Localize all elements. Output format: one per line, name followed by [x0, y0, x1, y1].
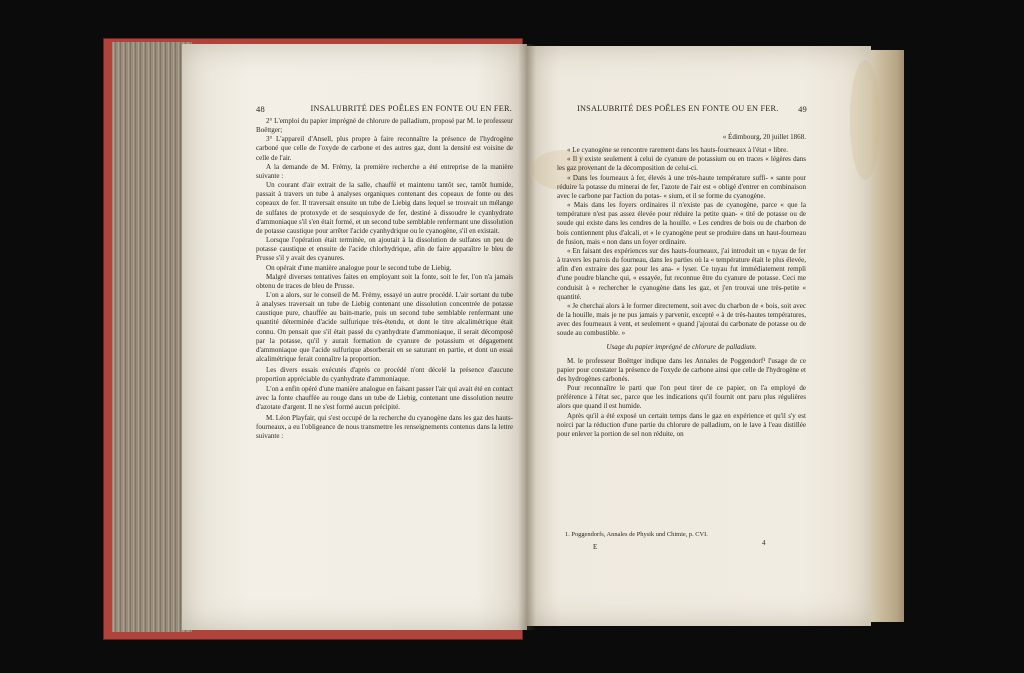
letter-paragraph: « Le cyanogène se rencontre rarement dans les hauts-fourneaux à l'état « libre.: [567, 146, 788, 155]
paragraph: L'on a alors, sur le conseil de M. Frémy, essayé un autre procédé. L'air sortant du tube à analyses traversait un tube de Liebig contenant une dissolution concentrée de potasse caustique pure, chauffée au bain-marie, puis un second tube semblable renfermant une quantité déterminée d'acide sulfurique très-étendu, et dont le titre alcalimétrique était connu. On pensait que s'il était passé du cyanhydrate d'ammoniaque, il serait décomposé par la potasse, qu'il y aurait formation de cyanure de potassium et dégagement d'ammoniaque que l'acide sulfurique absorberait en se saturant en partie, et dont un essai alcalimétrique ferait connaître la proportion.: [256, 290, 513, 364]
footnote: 1. Poggendorfs, Annales de Physik und Chimie, p. CVI.: [565, 531, 708, 538]
right-text-column: [557, 133, 806, 439]
paragraph: Malgré diverses tentatives faites en employant soit la fonte, soit le fer, l'on n'a jamais obtenu de traces de bleu de Prusse.: [256, 272, 513, 290]
paragraph: A la demande de M. Frémy, la première recherche a été entreprise de la manière suivante :: [256, 162, 513, 180]
paragraph: Pour reconnaître le parti que l'on peut tirer de ce papier, on l'a employé de préférence à l'état sec, parce que les indications qu'il fournit ont paru plus régulières alors que quand il est humide.: [557, 384, 806, 411]
left-text-column: [256, 117, 513, 441]
page-stain: [850, 60, 880, 180]
paragraph: Lorsque l'opération était terminée, on ajoutait à la dissolution de sulfates un peu de potasse caustique et ensuite de l'acide chlorhydrique, afin de faire apparaître le bleu de Prusse s'il y avait des cyanures.: [256, 236, 513, 263]
signature-mark: 4: [762, 539, 766, 547]
letter-paragraph: « Dans les fourneaux à fer, élevés à une très-haute température suffi- « sante pour réduire la potasse du minerai de fer, l'azote de l'air est « obligé d'entrer en combinaison avec le carbone par l'action du potas- « sium, et il se forme du cyanogène.: [557, 173, 806, 200]
paragraph: M. le professeur Boëttger indique dans les Annales de Poggendorf¹ l'usage de ce papier pour constater la présence de l'oxyde de carbone ainsi que celle de l'hydrogène et des hydrogènes carbonés.: [557, 356, 806, 383]
paragraph: Un courant d'air extrait de la salle, chauffé et maintenu tantôt sec, tantôt humide, passait à travers un tube à analyses organiques contenant des copeaux de fonte ou des copeaux de fer. Il traversait ensuite un tube de Liebig dans lequel se trouvait un mélange de sulfates de protoxyde et de sesquioxyde de fer, destiné à dissoudre le cyanhydrate d'ammoniaque s'il s'en était formé, et un second tube semblable renfermant une dissolution de potasse caustique pour arrêter l'acide cyanhydrique ou le cyanogène, s'il en existait.: [256, 181, 513, 235]
left-running-head: [256, 104, 512, 114]
paragraph: L'on a enfin opéré d'une manière analogue en faisant passer l'air qui avait été en contact avec la fonte chauffée au rouge dans un tube de Liebig, contenant une dissolution neutre d'azotate d'argent. Il ne s'est formé aucun précipité.: [256, 384, 514, 411]
section-title: Usage du papier imprégné de chlorure de palladium.: [606, 343, 757, 352]
paragraph: M. Léon Playfair, qui s'est occupé de la recherche du cyanogène dans les gaz des hauts-fourneaux, a eu l'obligeance de nous transmettre les renseignements contenus dans la lettre suivante :: [256, 414, 513, 441]
paragraph: 2° L'emploi du papier imprégné de chlorure de palladium, proposé par M. le professeur Boëttger;: [256, 117, 513, 135]
paragraph: Après qu'il a été exposé un certain temps dans le gaz en expérience et qu'il s'y est noirci par la réduction d'une partie du chlorure de palladium, on le lave à l'eau distillée pour enlever la portion de sel non réduite, on: [557, 411, 806, 438]
paragraph: On opérait d'une manière analogue pour le second tube de Liebig.: [266, 263, 452, 272]
left-page-number: 48: [256, 104, 265, 114]
letter-paragraph: « Je cherchai alors à le former directement, soit avec du charbon de « bois, soit avec de la houille, mais je ne pus jamais y parvenir, excepté « à de très-hautes températures, avec des fourneaux à vent, et seulement « quand j'ajoutai du carbonate de potasse ou de soude au combustible. »: [557, 301, 806, 338]
book-gutter: [518, 44, 536, 630]
left-page-title: INSALUBRITÉ DES POÊLES EN FONTE OU EN FER.: [310, 104, 512, 113]
letter-paragraph: « Il y existe seulement à celui de cyanure de potassium ou en traces « légères dans les gaz provenant de la décomposition de celui-ci.: [557, 155, 806, 173]
letter-paragraph: « En faisant des expériences sur des hauts-fourneaux, j'ai introduit un « tuyau de fer à travers les parois du fourneau, dans les parties où la « température était le plus élevée, afin d'en extraire des gaz pour les ana- « lyser. Ce tuyau fut immédiatement rempli d'une poudre blanche qui, « essayée, fut reconnue être du cyanure de potasse. Ceci me conduisit à « rechercher le cyanogène dans les gaz, et j'en trouvai une très-petite « quantité.: [557, 246, 806, 301]
signature-mark: E: [593, 543, 598, 551]
letter-paragraph: « Mais dans les foyers ordinaires il n'existe pas de cyanogène, parce « que la température n'est pas assez élevée pour réduire la petite quan- « tité de potasse ou de soude qui existe dans les cendres de la houille. « Les cendres de bois ou de charbon de bois contiennent plus d'alcali, et « le cyanogène peut se produire dans un haut-fourneau de fusion, mais « non dans un foyer ordinaire.: [557, 201, 806, 246]
paragraph: Les divers essais exécutés d'après ce procédé n'ont décelé la présence d'aucune proportion appréciable du cyanhydrate d'ammoniaque.: [256, 366, 513, 384]
paragraph: 3° L'appareil d'Ansell, plus propre à faire reconnaître la présence de l'hydrogène carboné que celle de l'oxyde de carbone et des autres gaz, dont la densité est voisine de celle de l'air.: [256, 135, 513, 162]
right-page-number: 49: [798, 104, 807, 114]
letter-dateline: « Édimbourg, 20 juillet 1868.: [722, 133, 806, 141]
page-edges: [112, 42, 192, 632]
right-page-title: INSALUBRITÉ DES POÊLES EN FONTE OU EN FER.: [577, 104, 779, 113]
right-running-head: [577, 104, 807, 114]
